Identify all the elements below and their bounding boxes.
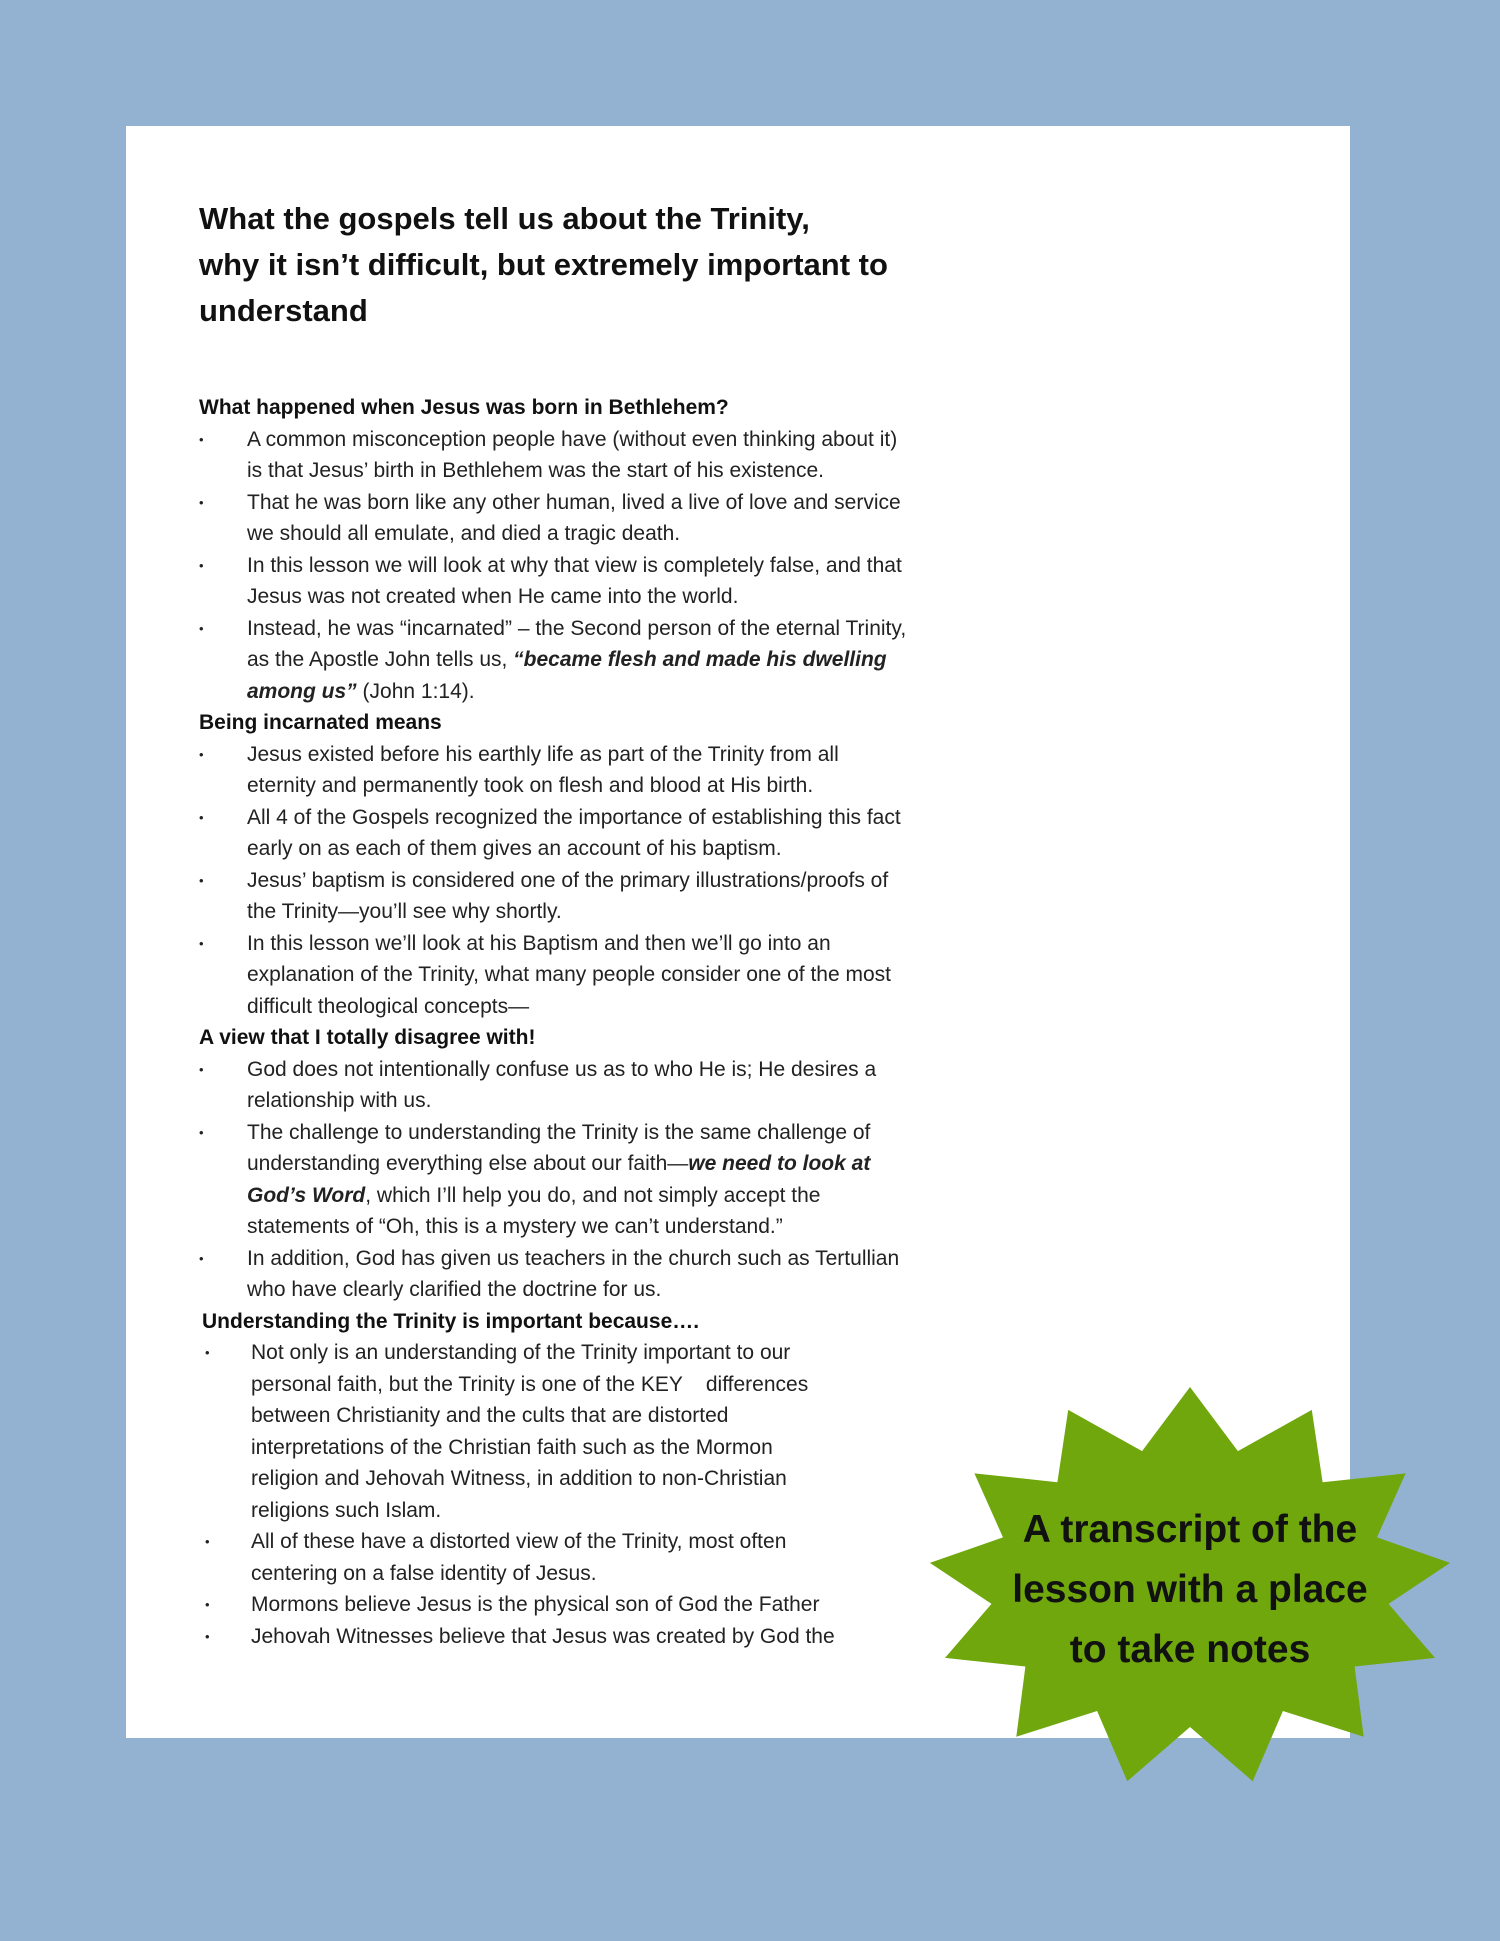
item-line: (John 1:14). — [356, 679, 475, 703]
title-line: why it isn’t difficult, but extremely important to — [199, 247, 888, 282]
list-item — [199, 1117, 1019, 1243]
list-item — [199, 802, 1019, 865]
bullet-list — [199, 1054, 1019, 1306]
scripture-quote: among us” — [247, 679, 357, 703]
bullet-list — [199, 424, 1019, 708]
badge-line: lesson with a place — [1012, 1568, 1368, 1611]
item-line: we should all emulate, and died a tragic death. — [247, 522, 681, 545]
item-line: personal faith, but the Trinity is one of the KEY differences — [251, 1372, 809, 1396]
list-item — [199, 613, 1019, 708]
section-heading: What happened when Jesus was born in Bethlehem? — [199, 396, 729, 419]
title-line: What the gospels tell us about the Trinity, — [199, 201, 810, 236]
list-item — [199, 1526, 1019, 1589]
badge-line: to take notes — [1069, 1628, 1311, 1671]
section-important — [199, 1306, 1019, 1653]
badge-line: A transcript of the — [1022, 1508, 1358, 1551]
item-line: In addition, God has given us teachers in the church such as Tertullian — [247, 1246, 900, 1270]
item-line: centering on a false identity of Jesus. — [251, 1561, 597, 1585]
item-line: is that Jesus’ birth in Bethlehem was the start of his existence. — [247, 459, 824, 482]
list-item — [199, 424, 1019, 487]
list-item — [199, 865, 1019, 928]
bullet-list — [199, 1337, 1019, 1652]
section-birth — [199, 392, 1019, 707]
item-line: as the Apostle John tells us, — [247, 648, 514, 671]
item-line: , which I’ll help you do, and not simply accept the — [365, 1183, 821, 1207]
item-line: Jesus was not created when He came into the world. — [247, 585, 739, 608]
item-line: God does not intentionally confuse us as to who He is; He desires a — [247, 1057, 877, 1081]
list-item — [199, 1337, 1019, 1526]
item-line: eternity and permanently took on flesh and blood at His birth. — [247, 774, 814, 797]
list-item — [199, 739, 1019, 802]
item-line: Jesus’ baptism is considered one of the primary illustrations/proofs of — [247, 868, 889, 892]
item-line: The challenge to understanding the Trinity is the same challenge of — [247, 1120, 871, 1144]
item-line: religions such Islam. — [251, 1498, 442, 1522]
emphasis-text: we need to look at — [688, 1152, 871, 1175]
list-item — [199, 487, 1019, 550]
list-item — [199, 1054, 1019, 1117]
item-line: All of these have a distorted view of the Trinity, most often — [251, 1530, 787, 1553]
item-line: explanation of the Trinity, what many people consider one of the most — [247, 963, 891, 986]
section-disagree — [199, 1022, 1019, 1306]
emphasis-text: God’s Word — [247, 1183, 366, 1207]
item-line: religion and Jehovah Witness, in addition to non-Christian — [251, 1467, 787, 1490]
item-line: Mormons believe Jesus is the physical son of God the Father — [251, 1593, 820, 1616]
scripture-quote: “became flesh and made his dwelling — [513, 648, 887, 671]
item-line: statements of “Oh, this is a mystery we can’t understand.” — [247, 1215, 783, 1238]
list-item — [199, 928, 1019, 1023]
document-title — [199, 196, 1019, 334]
item-line: A common misconception people have (without even thinking about it) — [247, 427, 898, 451]
item-line: In this lesson we’ll look at his Baptism and then we’ll go into an — [247, 931, 831, 955]
item-line: early on as each of them gives an account of his baptism. — [247, 837, 782, 860]
badge-text — [965, 1500, 1415, 1680]
list-item — [199, 550, 1019, 613]
section-heading: A view that I totally disagree with! — [199, 1026, 536, 1049]
item-line: Jesus existed before his earthly life as part of the Trinity from all — [247, 742, 839, 766]
bullet-list — [199, 739, 1019, 1023]
item-line: interpretations of the Christian faith such as the Mormon — [251, 1435, 773, 1459]
item-line: between Christianity and the cults that are distorted — [251, 1404, 729, 1427]
section-incarnated — [199, 707, 1019, 1022]
section-heading: Understanding the Trinity is important because…. — [202, 1309, 700, 1333]
item-line: relationship with us. — [247, 1089, 432, 1112]
item-line: In this lesson we will look at why that view is completely false, and that — [247, 553, 902, 577]
item-line: Jehovah Witnesses believe that Jesus was created by God the — [251, 1624, 835, 1648]
document-body — [199, 196, 1019, 1652]
item-line: difficult theological concepts— — [247, 994, 530, 1018]
list-item — [199, 1243, 1019, 1306]
item-line: understanding everything else about our faith— — [247, 1152, 689, 1175]
item-line: That he was born like any other human, lived a live of love and service — [247, 490, 901, 514]
list-item — [199, 1589, 1019, 1621]
section-heading: Being incarnated means — [199, 711, 442, 734]
item-line: the Trinity—you’ll see why shortly. — [247, 900, 562, 923]
list-item — [199, 1621, 1019, 1653]
item-line: Not only is an understanding of the Trinity important to our — [251, 1341, 791, 1364]
promo-badge — [925, 1384, 1455, 1790]
item-line: Instead, he was “incarnated” – the Second person of the eternal Trinity, — [247, 616, 907, 640]
item-line: All 4 of the Gospels recognized the importance of establishing this fact — [247, 805, 901, 829]
title-line: understand — [199, 293, 368, 328]
item-line: who have clearly clarified the doctrine for us. — [247, 1278, 662, 1301]
